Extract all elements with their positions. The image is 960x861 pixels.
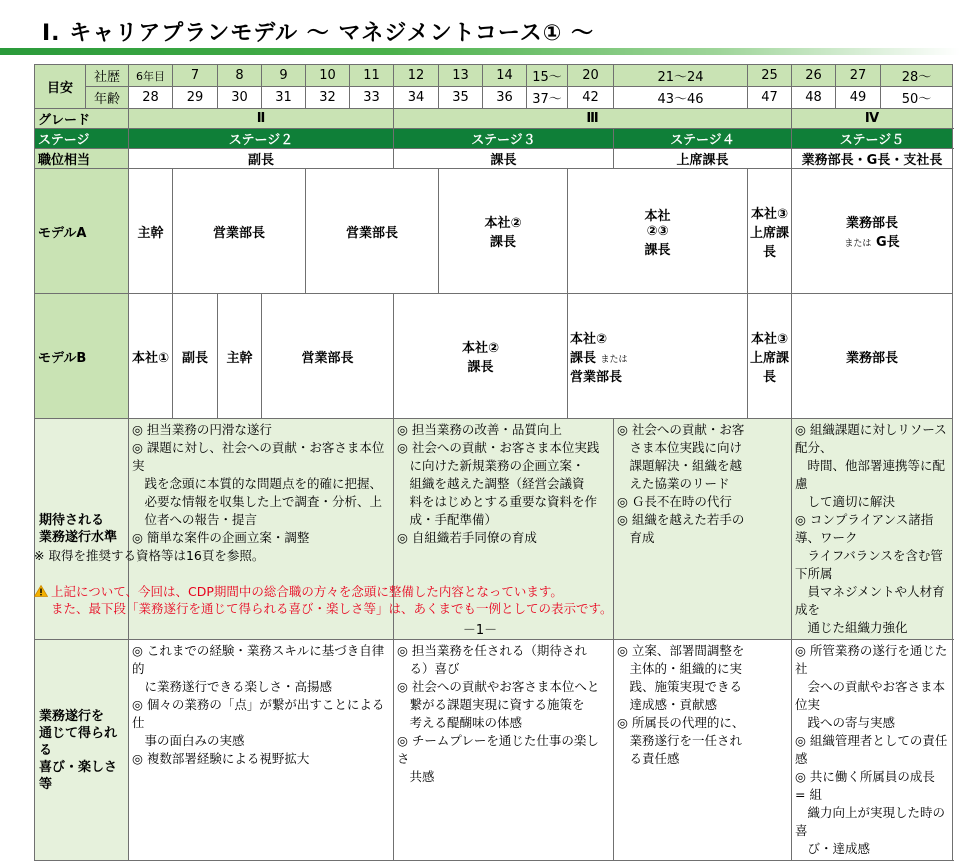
text-line: えた協業のリード <box>617 476 730 491</box>
shareki-cell: 21～24 <box>614 65 748 87</box>
model-b-cell <box>568 294 748 419</box>
shareki-cell: 7 <box>173 65 218 87</box>
grade-label: グレード <box>35 109 129 129</box>
stage-cell: ステージ５ <box>792 129 953 149</box>
model-a-text: ②③ <box>646 223 669 239</box>
model-a-label: モデルA <box>35 169 129 294</box>
nenrei-cell: 34 <box>394 87 439 109</box>
joy-label-line: 通じて得られる <box>39 725 118 758</box>
text-line: ◎ 組織管理者としての責任感 <box>795 733 948 766</box>
text-line: に業務遂行できる楽しさ・高揚感 <box>132 679 333 694</box>
model-b-cell: 業務部長 <box>792 294 953 419</box>
text-line: 繋がる課題実現に資する施策を <box>397 697 585 712</box>
model-a-cell <box>568 169 748 294</box>
text-line: ◎ 組織を越えた若手の <box>617 512 745 527</box>
page-number: －1－ <box>462 623 498 638</box>
joy-label-line: 喜び・楽しさ等 <box>39 759 118 792</box>
shareki-cell: 14 <box>483 65 527 87</box>
warning-line: また、最下段「業務遂行を通じて得られる喜び・楽しさ等」は、あくまでも一例としての表示です。 <box>51 601 613 616</box>
shareki-cell: 28～ <box>881 65 953 87</box>
position-cell: 副長 <box>129 149 394 169</box>
shareki-cell: 6年目 <box>129 65 173 87</box>
stage-label: ステージ <box>35 129 129 149</box>
text-line: 織力向上が実現した時の喜 <box>795 805 946 838</box>
nenrei-cell: 50～ <box>881 87 953 109</box>
nenrei-cell: 36 <box>483 87 527 109</box>
joy-text-stage4 <box>614 640 792 861</box>
model-a-cell: 営業部長 <box>173 169 306 294</box>
text-line: 達成感・貢献感 <box>617 697 718 712</box>
nenrei-cell: 31 <box>262 87 306 109</box>
nenrei-cell: 32 <box>306 87 350 109</box>
text-line: ◎ Ｇ長不在時の代行 <box>617 494 732 509</box>
shareki-cell: 11 <box>350 65 394 87</box>
text-line: ◎ 簡単な案件の企画立案・調整 <box>132 530 310 545</box>
model-a-cell <box>748 169 792 294</box>
text-line: ◎ 所管業務の遂行を通じた社 <box>795 643 948 676</box>
model-b-cell: 本社① <box>129 294 173 419</box>
text-line: に向けた新規業務の企画立案・ <box>397 458 585 473</box>
model-b-text: 本社③ <box>750 331 788 347</box>
model-a-cell: 営業部長 <box>306 169 439 294</box>
text-line: 践への寄与実感 <box>795 715 896 730</box>
model-b-text: 営業部長 <box>570 369 623 385</box>
text-line: 業務遂行を一任され <box>617 733 743 748</box>
model-a-text: 課長 <box>644 242 671 258</box>
model-a-cell: 主幹 <box>129 169 173 294</box>
expected-label-line: 業務遂行水準 <box>39 530 118 545</box>
nenrei-cell: 48 <box>792 87 836 109</box>
model-a-text: 本社③ <box>750 206 788 222</box>
text-line: る）喜び <box>397 661 460 676</box>
warning-triangle-icon <box>34 585 48 597</box>
position-cell: 上席課長 <box>614 149 792 169</box>
model-b-cell: 副長 <box>173 294 218 419</box>
model-b-cell <box>394 294 568 419</box>
nenrei-cell: 30 <box>218 87 262 109</box>
model-a-text: 本社 <box>644 208 671 224</box>
model-b-small: または <box>600 354 628 365</box>
text-line: 考える醍醐味の体感 <box>397 715 523 730</box>
text-line: さま本位実践に向け <box>617 440 743 455</box>
career-plan-table <box>34 64 953 861</box>
nenrei-cell: 42 <box>568 87 614 109</box>
text-line: ◎ チームプレーを通じた仕事の楽しさ <box>397 733 599 766</box>
nenrei-label: 年齢 <box>86 87 129 109</box>
shareki-cell: 9 <box>262 65 306 87</box>
shareki-cell: 13 <box>439 65 483 87</box>
text-line: 践を念頭に本質的な問題点を的確に把握、 <box>132 476 383 491</box>
joy-text-stage5 <box>792 640 953 861</box>
model-a-text: 本社② <box>484 216 522 231</box>
text-line: ◎ 担当業務の改善・品質向上 <box>397 422 562 437</box>
text-line: る責任感 <box>617 751 680 766</box>
joy-label <box>35 640 129 861</box>
joy-label-line: 業務遂行を <box>39 708 105 724</box>
nenrei-cell: 28 <box>129 87 173 109</box>
text-line: ◎ 所属長の代理的に、 <box>617 715 745 730</box>
model-b-text: 本社② <box>570 331 608 347</box>
text-line: 通じた組織力強化 <box>795 620 908 635</box>
text-line: 員マネジメントや人材育成を <box>795 584 945 617</box>
reference-note: ※ 取得を推奨する資格等は16頁を参照。 <box>34 548 265 563</box>
model-a-small: または <box>844 239 872 249</box>
text-line: ◎ 個々の業務の「点」が繋が出すことによる仕 <box>132 697 385 730</box>
text-line: 事の面白みの実感 <box>132 733 245 748</box>
grade-cell: Ⅱ <box>129 109 394 129</box>
nenrei-cell: 33 <box>350 87 394 109</box>
expected-label-line: 期待される <box>39 513 105 528</box>
model-b-label: モデルB <box>35 294 129 419</box>
model-b-text: 課長 <box>570 350 597 366</box>
model-b-text: 本社② <box>461 341 499 356</box>
text-line: 共感 <box>397 769 435 784</box>
text-line: 必要な情報を収集した上で調査・分析、上 <box>132 494 383 509</box>
shareki-cell: 27 <box>836 65 881 87</box>
text-line: 時間、他部署連携等に配慮 <box>795 458 946 491</box>
stage-cell: ステージ４ <box>614 129 792 149</box>
expected-text-stage4 <box>614 419 792 640</box>
model-a-text: 課長 <box>489 235 516 250</box>
shareki-cell: 25 <box>748 65 792 87</box>
text-line: ◎ コンプライアンス諸指導、ワーク <box>795 512 934 545</box>
shareki-cell: 8 <box>218 65 262 87</box>
stage-cell: ステージ３ <box>394 129 614 149</box>
text-line: ◎ 立案、部署間調整を <box>617 643 745 658</box>
nenrei-cell: 43～46 <box>614 87 748 109</box>
model-b-cell: 営業部長 <box>262 294 394 419</box>
model-a-text: 上席課長 <box>749 225 789 260</box>
title-underline-bar <box>0 48 960 55</box>
text-line: 成・手配準備） <box>397 512 498 527</box>
nenrei-cell: 37～ <box>527 87 568 109</box>
meyasu-label: 目安 <box>35 65 86 109</box>
shareki-cell: 15～ <box>527 65 568 87</box>
model-a-text: 業務部長 <box>845 216 898 231</box>
text-line: ◎ 社会への貢献・お客さま本位実践 <box>397 440 600 455</box>
text-line: 課題解決・組織を越 <box>617 458 743 473</box>
text-line: ◎ 社会への貢献・お客 <box>617 422 745 437</box>
nenrei-cell: 29 <box>173 87 218 109</box>
joy-text-stage3 <box>394 640 614 861</box>
text-line: ◎ これまでの経験・業務スキルに基づき自律的 <box>132 643 385 676</box>
model-b-cell <box>748 294 792 419</box>
model-b-cell: 主幹 <box>218 294 262 419</box>
stage-cell: ステージ２ <box>129 129 394 149</box>
shareki-cell: 20 <box>568 65 614 87</box>
shareki-cell: 26 <box>792 65 836 87</box>
model-b-text: 課長 <box>467 360 494 375</box>
text-line: 料をはじめとする重要な資料を作 <box>397 494 598 509</box>
nenrei-cell: 47 <box>748 87 792 109</box>
text-line: 育成 <box>617 530 655 545</box>
grade-cell: Ⅲ <box>394 109 792 129</box>
text-line: ◎ 複数部署経験による視野拡大 <box>132 751 310 766</box>
text-line: ◎ 社会への貢献やお客さま本位へと <box>397 679 600 694</box>
text-line: 践、施策実現できる <box>617 679 743 694</box>
warning-note <box>34 583 613 617</box>
warning-line: 上記について、今回は、CDP期間中の総合職の方々を念頭に整備した内容となっています。 <box>51 584 563 599</box>
model-a-text: G長 <box>875 235 900 250</box>
position-cell: 課長 <box>394 149 614 169</box>
text-line: 主体的・組織的に実 <box>617 661 743 676</box>
text-line: 会への貢献やお客さま本位実 <box>795 679 946 712</box>
model-a-cell <box>439 169 568 294</box>
text-line: ◎ 自組織若手同僚の育成 <box>397 530 537 545</box>
model-b-text: 上席課長 <box>749 350 789 385</box>
shareki-cell: 10 <box>306 65 350 87</box>
joy-text-stage2 <box>129 640 394 861</box>
nenrei-cell: 49 <box>836 87 881 109</box>
text-line: して適切に解決 <box>795 494 896 509</box>
text-line: ◎ 共に働く所属員の成長 = 組 <box>795 769 935 802</box>
page-title: Ⅰ. キャリアプランモデル ～ マネジメントコース① ～ <box>42 21 595 46</box>
text-line: 位者への報告・提言 <box>132 512 258 527</box>
shareki-label: 社歴 <box>86 65 129 87</box>
model-a-cell <box>792 169 953 294</box>
text-line: 組織を越えた調整（経営会議資 <box>397 476 585 491</box>
nenrei-cell: 35 <box>439 87 483 109</box>
position-cell: 業務部長・G長・支社長 <box>792 149 953 169</box>
position-label: 職位相当 <box>35 149 129 169</box>
grade-cell: Ⅳ <box>792 109 953 129</box>
text-line: ◎ 組織課題に対しリソース配分、 <box>795 422 947 455</box>
text-line: ライフバランスを含む管下所属 <box>795 548 943 581</box>
expected-text-stage5 <box>792 419 953 640</box>
text-line: び・達成感 <box>795 841 871 856</box>
text-line: ◎ 担当業務を任される（期待され <box>397 643 587 658</box>
text-line: ◎ 課題に対し、社会への貢献・お客さま本位実 <box>132 440 385 473</box>
shareki-cell: 12 <box>394 65 439 87</box>
text-line: ◎ 担当業務の円滑な遂行 <box>132 422 272 437</box>
